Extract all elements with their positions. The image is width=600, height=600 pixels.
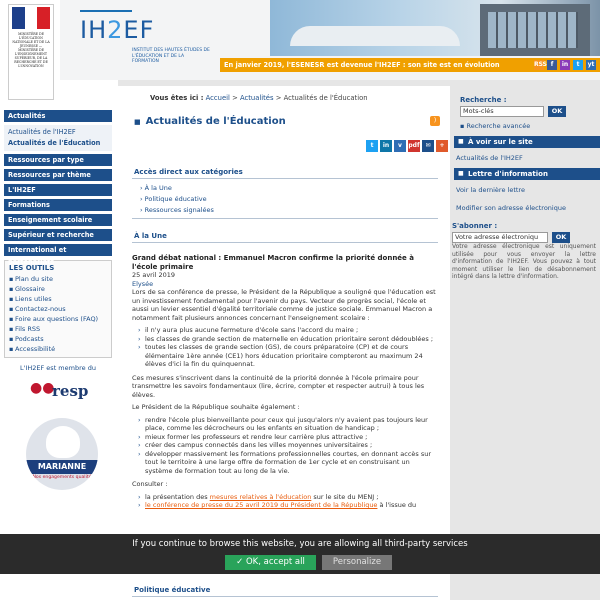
search-input[interactable]: Mots-clés: [460, 106, 544, 117]
consult-link[interactable]: mesures relatives à l'éducation: [209, 492, 312, 501]
tool-link[interactable]: ▪ Liens utiles: [9, 294, 107, 304]
logo-part: 2: [107, 16, 124, 44]
tools-box: [4, 260, 112, 358]
main-content: [118, 86, 450, 600]
category-link[interactable]: › À la Une: [140, 184, 172, 192]
tools-title: LES OUTILS: [9, 264, 55, 272]
ih2ef-logo[interactable]: [80, 6, 210, 74]
advanced-search-link[interactable]: ▪ Recherche avancée: [460, 122, 531, 130]
right-column: [450, 86, 600, 600]
resp-dots-icon: ●●: [30, 380, 55, 396]
marianne-face-icon: [46, 426, 80, 458]
tool-link[interactable]: ▪ Accessibilité: [9, 344, 107, 354]
share-viadeo-icon[interactable]: v: [394, 140, 406, 152]
breadcrumb: [150, 94, 368, 102]
consult-link[interactable]: le conférence de presse du 25 avril 2019 du Président de la République: [145, 501, 378, 509]
personalize-button[interactable]: Personalize: [322, 555, 392, 570]
french-flag-icon: [12, 7, 50, 29]
category-label: À la Une: [144, 184, 172, 192]
nav-ressources-theme[interactable]: Ressources par thème: [4, 169, 112, 181]
share-linkedin-icon[interactable]: in: [380, 140, 392, 152]
facebook-icon[interactable]: f: [547, 60, 557, 70]
list-item: › il n'y aura plus aucune fermeture d'école sans l'accord du maire ;: [138, 326, 438, 335]
twitter-icon[interactable]: t: [573, 60, 583, 70]
nav-actualites[interactable]: Actualités: [4, 110, 112, 122]
resp-word: resp: [52, 382, 89, 400]
cookie-banner: [0, 534, 600, 574]
newsletter-modify-link[interactable]: Modifier son adresse électronique: [456, 204, 566, 212]
breadcrumb-separator: >: [229, 94, 240, 102]
gov-logo-text: MINISTÈRE DE L'ÉDUCATION NATIONALE ET DE LA JEUNESSE — MINISTÈRE DE L'ENSEIGNEMENT SUPÉRIEUR, DE LA RECHERCHE ET DE L'INNOVATION: [12, 32, 50, 68]
list-item: › développer massivement les formations professionnelles courtes, en donnant accès sur tout le territoire à une large offre de formation de 1er cycle et en construisant un système de formation tout au long de la vie.: [138, 450, 438, 476]
divider: [132, 218, 438, 219]
video-icon[interactable]: yt: [587, 61, 595, 68]
une-title: À la Une: [134, 232, 167, 240]
list-item: [138, 493, 438, 502]
logo-bar: [80, 10, 132, 12]
avoir-link[interactable]: Actualités de l'IH2EF: [456, 154, 523, 162]
avoir-header: ■ À voir sur le site: [454, 136, 600, 148]
rss-icon[interactable]: RSS: [534, 61, 547, 68]
breadcrumb-prefix: Vous êtes ici :: [150, 94, 204, 102]
tool-link[interactable]: ▪ Foire aux questions (FAQ): [9, 314, 107, 324]
access-categories-title: Accès direct aux catégories: [134, 168, 243, 176]
tool-link[interactable]: ▪ Glossaire: [9, 284, 107, 294]
breadcrumb-section[interactable]: Actualités: [239, 94, 274, 102]
accept-all-button[interactable]: ✓ OK, accept all: [225, 555, 316, 570]
article-paragraph: Lors de sa conférence de presse, le Président de la République a souligné que l'éducation est un investissement fondamental pour l'avenir du pays. Vecteur de progrès social, l'école et aussi un levier essentiel d'égalité territoriale comme de justice sociale. Emmanuel Macron a notamment fait plusieurs annonces concernant l'enseignement scolaire :: [132, 288, 436, 322]
building-shape: [290, 26, 460, 46]
list-item: › rendre l'école plus bienveillante pour ceux qui jusqu'alors n'y avaient pas toujours leur place, comme les décrocheurs ou les enfants en situation de handicap ;: [138, 416, 438, 433]
marianne-band: MARIANNE: [26, 460, 98, 474]
subscribe-ok-button[interactable]: OK: [552, 232, 570, 243]
tool-link[interactable]: ▪ Podcasts: [9, 334, 107, 344]
main-navigation: [4, 110, 112, 358]
share-buttons: [366, 140, 448, 152]
nav-ih2ef[interactable]: L'IH2EF: [4, 184, 112, 196]
breadcrumb-current: Actualités de l'Éducation: [283, 94, 368, 102]
nav-formations[interactable]: Formations: [4, 199, 112, 211]
article-paragraph: Ces mesures s'inscrivent dans la continuité de la priorité donnée à l'école primaire pour transmettre les savoirs fondamentaux (lire, écrire, compter et respecter autrui) à tous les élèves.: [132, 373, 425, 399]
consult-text: sur le site du MENJ ;: [311, 492, 379, 501]
subscribe-email-input[interactable]: Votre adresse électroniqu: [452, 232, 548, 243]
member-text: L'IH2EF est membre du: [20, 364, 96, 372]
nav-actualites-submenu: [4, 125, 112, 151]
share-more-icon[interactable]: +: [436, 140, 448, 152]
nav-sub-education[interactable]: Actualités de l'Éducation: [8, 139, 101, 147]
tool-link[interactable]: ▪ Plan du site: [9, 274, 107, 284]
marianne-subtitle: Nos engagements qualité: [32, 475, 92, 480]
category-label: Ressources signalées: [144, 206, 214, 214]
article-date: 25 avril 2019: [132, 271, 176, 279]
logo-part: EF: [123, 16, 155, 44]
list-item: › les classes de grande section de maternelle en éducation prioritaire seront dédoublées ;: [138, 335, 438, 344]
building-shape: [480, 4, 590, 56]
share-twitter-icon[interactable]: t: [366, 140, 378, 152]
article-title[interactable]: Grand débat national : Emmanuel Macron confirme la priorité donnée à l'école primaire: [132, 254, 414, 271]
breadcrumb-home[interactable]: Accueil: [205, 94, 230, 102]
tool-link[interactable]: ▪ Contactez-nous: [9, 304, 107, 314]
subscribe-label: S'abonner :: [452, 222, 498, 230]
social-links: [534, 60, 596, 70]
resp-logo[interactable]: [30, 376, 100, 404]
news-banner-text: En janvier 2019, l'ESENESR est devenue l'IH2EF : son site est en évolution: [224, 61, 500, 69]
article-paragraph: Consulter :: [132, 480, 168, 488]
nav-superieur-recherche[interactable]: Supérieur et recherche: [4, 229, 112, 241]
divider: [132, 178, 438, 179]
category-label: Politique éducative: [144, 195, 207, 203]
consult-list: [138, 493, 438, 510]
subscribe-description: Votre adresse électronique est uniquement utilisée pour vous envoyer la lettre d'information de l'IH2EF. Vous pouvez à tout moment utiliser le lien de désabonnement intégré dans la lettre d'information.: [452, 243, 596, 280]
divider: [132, 596, 438, 597]
instagram-icon[interactable]: in: [561, 61, 569, 68]
category-link[interactable]: › Ressources signalées: [140, 206, 214, 214]
article-bullets: [138, 416, 438, 476]
list-item: › mieux former les professeurs et rendre leur carrière plus attractive ;: [138, 433, 438, 442]
article-paragraph: Le Président de la République souhaite également :: [132, 403, 300, 411]
header-photo: [270, 0, 600, 56]
page-title: ■ Actualités de l'Éducation: [134, 116, 286, 127]
rss-icon[interactable]: ): [430, 116, 440, 126]
cookie-text: If you continue to browse this website, you are allowing all third-party services: [132, 539, 468, 549]
search-label: Recherche :: [460, 96, 507, 104]
tool-link[interactable]: ▪ Fils RSS: [9, 324, 107, 334]
nav-sub-ih2ef[interactable]: Actualités de l'IH2EF: [8, 128, 76, 136]
nav-ressources-type[interactable]: Ressources par type: [4, 154, 112, 166]
logo-wordmark: [80, 16, 154, 44]
nav-enseignement-scolaire[interactable]: Enseignement scolaire: [4, 214, 112, 226]
list-item: [138, 501, 438, 510]
category-list: [140, 183, 214, 216]
site-header: [60, 0, 600, 80]
advanced-search-label: Recherche avancée: [466, 122, 531, 130]
consult-text: à l'issue du: [377, 501, 417, 509]
gov-logo[interactable]: [8, 4, 54, 100]
share-pdf-icon[interactable]: pdf: [408, 140, 420, 152]
newsletter-last-link[interactable]: Voir la dernière lettre: [456, 186, 525, 194]
article: [132, 254, 438, 515]
article-bullets: [138, 326, 438, 369]
list-item: › toutes les classes de grande section (GS), de cours préparatoire (CP) et de cours élémentaire 1ère année (CE1) hors éducation prioritaire compteront au maximum 24 élèves d'ici la fin du quinquennat.: [138, 343, 438, 369]
news-banner[interactable]: [220, 58, 600, 72]
politique-title: Politique éducative: [134, 586, 211, 594]
breadcrumb-separator: >: [273, 94, 284, 102]
consult-text: la présentation des: [145, 492, 210, 501]
logo-subtitle: INSTITUT DES HAUTES ÉTUDES DE L'ÉDUCATION ET DE LA FORMATION: [132, 48, 210, 64]
marianne-logo[interactable]: [26, 418, 98, 490]
article-source[interactable]: Elysée: [132, 279, 154, 288]
newsletter-header: ■ Lettre d'information: [454, 168, 600, 180]
list-item: › créer des campus connectés dans les villes moyennes universitaires ;: [138, 441, 438, 450]
share-email-icon[interactable]: ✉: [422, 140, 434, 152]
divider: [132, 242, 438, 243]
left-column: [0, 0, 118, 600]
nav-international[interactable]: International et partenariats: [4, 244, 112, 256]
logo-part: IH: [80, 16, 108, 44]
search-ok-button[interactable]: OK: [548, 106, 566, 117]
category-link[interactable]: › Politique éducative: [140, 195, 207, 203]
